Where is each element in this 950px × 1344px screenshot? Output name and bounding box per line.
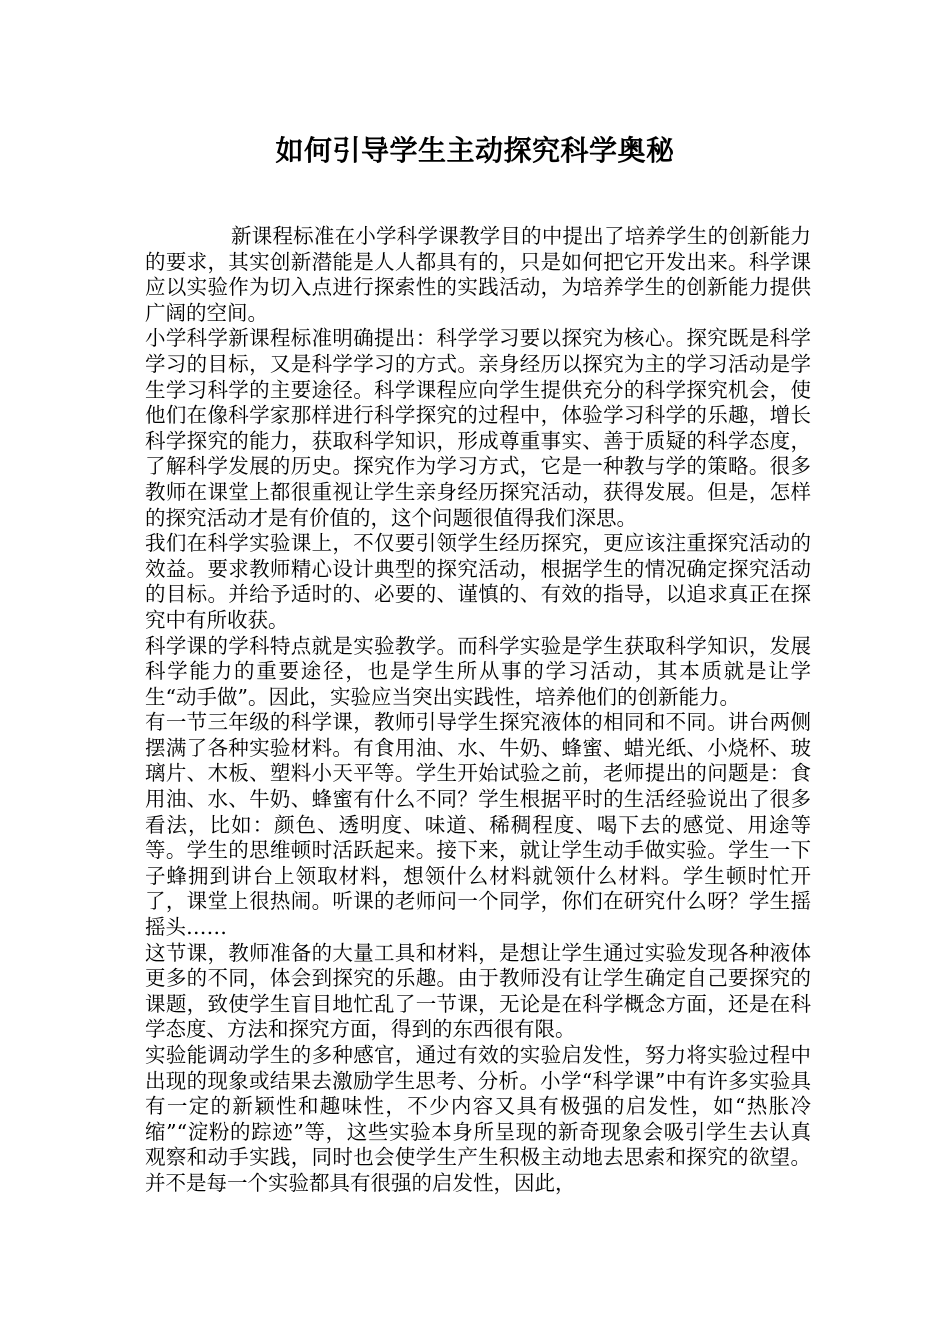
paragraph-5: 有一节三年级的科学课，教师引导学生探究液体的相同和不同。讲台两侧摆满了各种实验材料。有食用油、水、牛奶、蜂蜜、蜡光纸、小烧杯、玻璃片、木板、塑料小天平等。学生开始试验之前，老师提出的问题是：食用油、水、牛奶、蜂蜜有什么不同？学生根据平时的生活经验说出了很多看法，比如：颜色、透明度、味道、稀稠程度、喝下去的感觉、用途等等。学生的思维顿时活跃起来。接下来，就让学生动手做实验。学生一下子蜂拥到讲台上领取材料，想领什么材料就领什么材料。学生顿时忙开了，课堂上很热闹。听课的老师问一个同学，你们在研究什么呀？学生摇摇头…… xyxy=(145,710,811,940)
paragraph-1: 新课程标准在小学科学课教学目的中提出了培养学生的创新能力的要求，其实创新潜能是人人都具有的，只是如何把它开发出来。科学课应以实验作为切入点进行探索性的实践活动，为培养学生的创新能力提供广阔的空间。 xyxy=(145,224,811,325)
paragraph-7: 实验能调动学生的多种感官，通过有效的实验启发性，努力将实验过程中出现的现象或结果去激励学生思考、分析。小学“科学课”中有许多实验具有一定的新颖性和趣味性，不少内容又具有极强的启发性，如“热胀冷缩”“淀粉的踪迹”等，这些实验本身所呈现的新奇现象会吸引学生去认真观察和动手实践，同时也会使学生产生积极主动地去思索和探究的欲望。并不是每一个实验都具有很强的启发性，因此， xyxy=(145,1043,811,1195)
document-body xyxy=(145,224,811,1197)
paragraph-3: 我们在科学实验课上，不仅要引领学生经历探究，更应该注重探究活动的效益。要求教师精心设计典型的探究活动，根据学生的情况确定探究活动的目标。并给予适时的、必要的、谨慎的、有效的指导，以追求真正在探究中有所收获。 xyxy=(145,531,811,632)
document-title: 如何引导学生主动探究科学奥秘 xyxy=(275,134,675,167)
paragraph-2: 小学科学新课程标准明确提出：科学学习要以探究为核心。探究既是科学学习的目标，又是科学学习的方式。亲身经历以探究为主的学习活动是学生学习科学的主要途径。科学课程应向学生提供充分的科学探究机会，使他们在像科学家那样进行科学探究的过程中，体验学习科学的乐趣，增长科学探究的能力，获取科学知识，形成尊重事实、善于质疑的科学态度，了解科学发展的历史。探究作为学习方式，它是一种教与学的策略。很多教师在课堂上都很重视让学生亲身经历探究活动，获得发展。但是，怎样的探究活动才是有价值的，这个问题很值得我们深思。 xyxy=(145,326,811,530)
paragraph-6: 这节课，教师准备的大量工具和材料，是想让学生通过实验发现各种液体更多的不同，体会到探究的乐趣。由于教师没有让学生确定自己要探究的课题，致使学生盲目地忙乱了一节课，无论是在科学概念方面，还是在科学态度、方法和探究方面，得到的东西很有限。 xyxy=(145,940,811,1042)
paragraph-4: 科学课的学科特点就是实验教学。而科学实验是学生获取科学知识，发展科学能力的重要途径，也是学生所从事的学习活动，其本质就是让学生“动手做”。因此，实验应当突出实践性，培养他们的创新能力。 xyxy=(145,633,811,709)
